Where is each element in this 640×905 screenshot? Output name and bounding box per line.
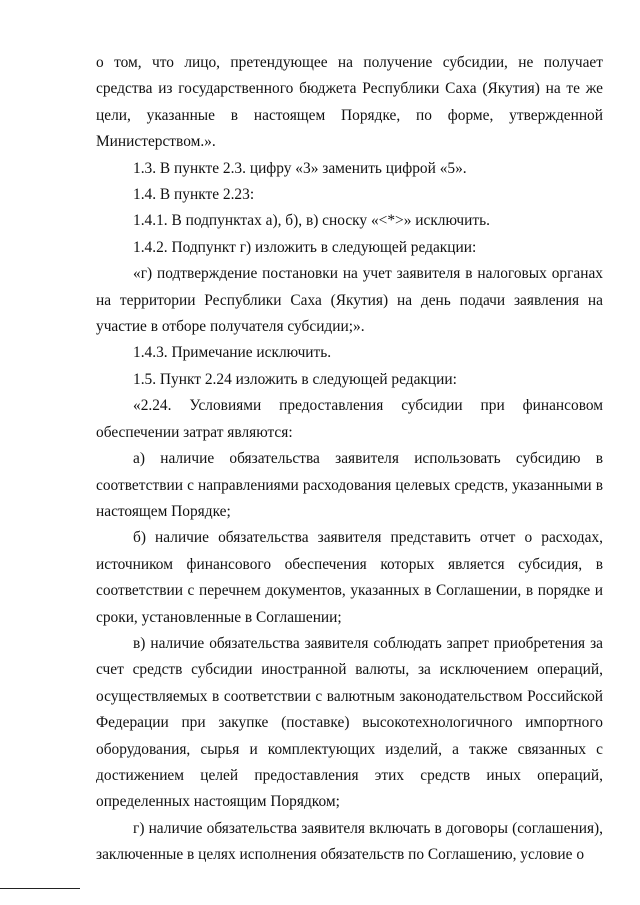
paragraph-1-5: 1.5. Пункт 2.24 изложить в следующей редакции: <box>133 370 457 388</box>
paragraph-1-4-3: 1.4.3. Примечание исключить. <box>133 344 332 362</box>
paragraph-1-4-1: 1.4.1. В подпунктах а), б), в) сноску «<*>» исключить. <box>133 212 490 230</box>
paragraph-condition-a: а) наличие обязательства заявителя использовать субсидию в соответствии с направлениями расходования целевых средств, указанными в настоящем Порядке; <box>96 450 603 520</box>
paragraph-condition-g: г) наличие обязательства заявителя включать в договоры (соглашения), заключенные в целях исполнения обязательств по Соглашению, условие о <box>96 819 603 864</box>
paragraph-subitem-g-new: «г) подтверждение постановки на учет заявителя в налоговых органах на территории Республики Саха (Якутия) на день подачи заявления на участие в отборе получателя субсидии;». <box>96 265 603 336</box>
paragraph-condition-b: б) наличие обязательства заявителя представить отчет о расходах, источником финансового обеспечения которых является субсидия, в соответствии с перечнем документов, указанных в Соглашении, в порядке и сроки, установленные в Соглашении; <box>96 529 603 626</box>
paragraph-1-3: 1.3. В пункте 2.3. цифру «3» заменить цифрой «5». <box>133 159 467 177</box>
paragraph-1-4: 1.4. В пункте 2.23: <box>133 186 255 204</box>
document-body <box>96 50 603 869</box>
paragraph-condition-v: в) наличие обязательства заявителя соблюдать запрет приобретения за счет средств субсидии иностранной валюты, за исключением операций, осуществляемых в соответствии с валютным законодательством Российской Федерации при закупке (поставке) высокотехнологичного импортного оборудования, сырья и комплектующих изделий, а также связанных с достижением целей предоставления этих средств иных операций, определенных настоящим Порядком; <box>96 634 603 811</box>
paragraph-1-4-2: 1.4.2. Подпункт г) изложить в следующей редакции: <box>133 238 477 256</box>
paragraph-2-24: «2.24. Условиями предоставления субсидии при финансовом обеспечении затрат являются: <box>96 397 603 441</box>
paragraph-continuation: о том, что лицо, претендующее на получение субсидии, не получает средства из государственного бюджета Республики Саха (Якутия) на те же цели, указанные в настоящем Порядке, по форме, утвержденной Министерством.». <box>96 54 603 151</box>
footnote-separator-line <box>0 888 80 889</box>
